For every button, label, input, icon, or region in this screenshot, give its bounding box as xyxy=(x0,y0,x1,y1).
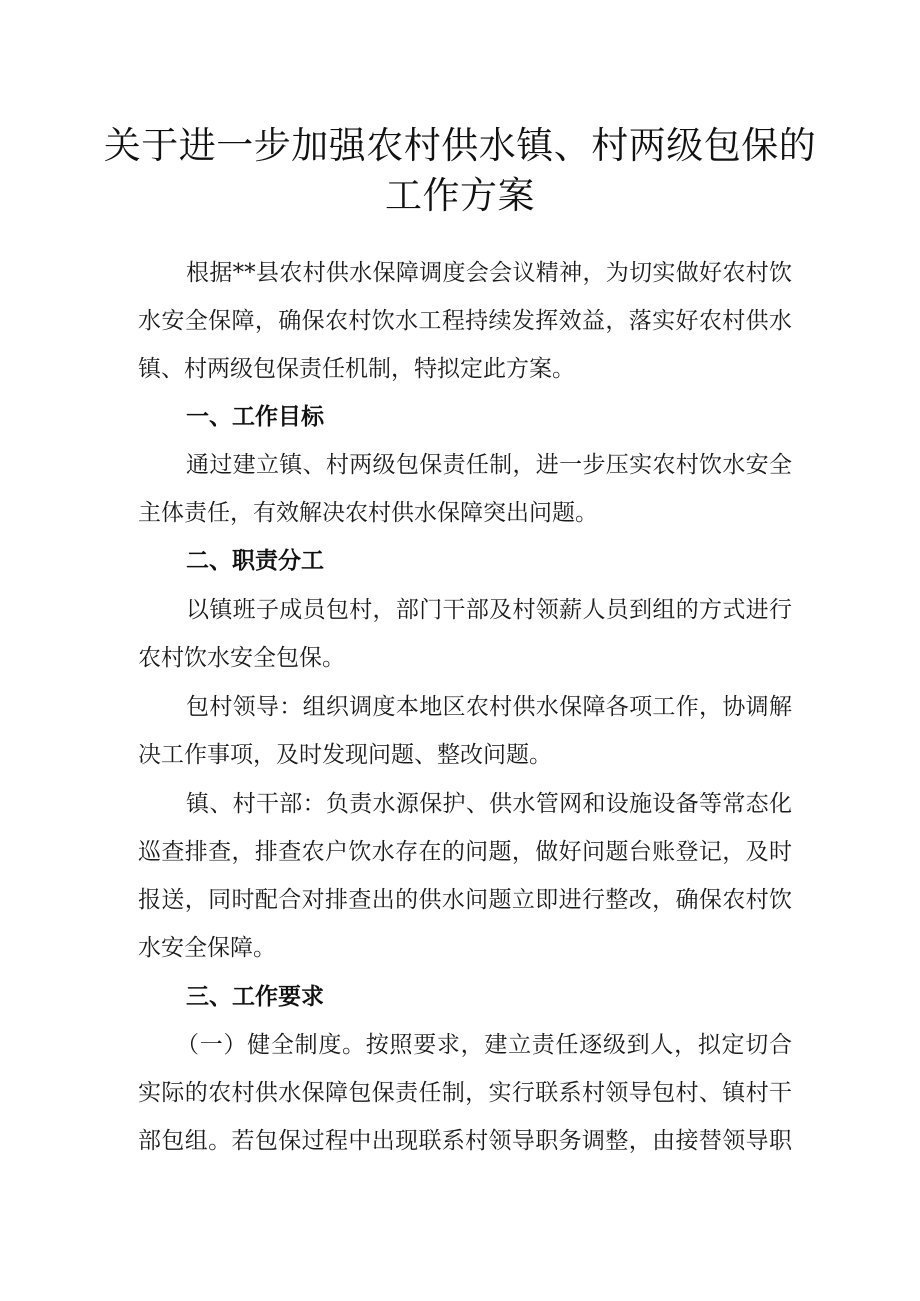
section-2-para-2-line-2: 决工作事项，及时发现问题、整改问题。 xyxy=(138,742,552,768)
section-2-para-1-line-2: 农村饮水安全包保。 xyxy=(138,645,345,671)
section-2-para-3-line-1: 镇、村干部：负责水源保护、供水管网和设施设备等常态化 xyxy=(186,791,792,817)
section-2-para-3-line-3: 报送，同时配合对排查出的供水问题立即进行整改，确保农村饮 xyxy=(138,887,792,913)
document-title-line-1: 关于进一步加强农村供水镇、村两级包保的 xyxy=(103,124,817,167)
intro-line-2: 水安全保障，确保农村饮水工程持续发挥效益，落实好农村供水 xyxy=(138,308,792,334)
section-2-para-3-line-4: 水安全保障。 xyxy=(138,935,276,961)
intro-line-1: 根据**县农村供水保障调度会会议精神，为切实做好农村饮 xyxy=(186,260,792,286)
section-2-para-3-line-2: 巡查排查，排查农户饮水存在的问题，做好问题台账登记，及时 xyxy=(138,839,792,865)
section-3-para-1-line-3: 部包组。若包保过程中出现联系村领导职务调整，由接替领导职 xyxy=(138,1128,792,1154)
section-2-heading: 二、职责分工 xyxy=(186,548,324,574)
intro-line-3: 镇、村两级包保责任机制，特拟定此方案。 xyxy=(138,356,575,382)
section-1-heading: 一、工作目标 xyxy=(186,404,324,430)
section-3-para-1-line-1: （一）健全制度。按照要求，建立责任逐级到人，拟定切合 xyxy=(176,1032,792,1058)
document-title-line-2: 工作方案 xyxy=(385,174,535,217)
section-2-para-2-line-1: 包村领导：组织调度本地区农村供水保障各项工作，协调解 xyxy=(186,694,792,720)
section-3-heading: 三、工作要求 xyxy=(186,984,324,1010)
section-2-para-1-line-1: 以镇班子成员包村，部门干部及村领薪人员到组的方式进行 xyxy=(186,597,792,623)
section-3-para-1-line-2: 实际的农村供水保障包保责任制，实行联系村领导包村、镇村干 xyxy=(138,1080,792,1106)
section-1-line-1: 通过建立镇、村两级包保责任制，进一步压实农村饮水安全 xyxy=(186,452,792,478)
section-1-line-2: 主体责任，有效解决农村供水保障突出问题。 xyxy=(138,500,598,526)
